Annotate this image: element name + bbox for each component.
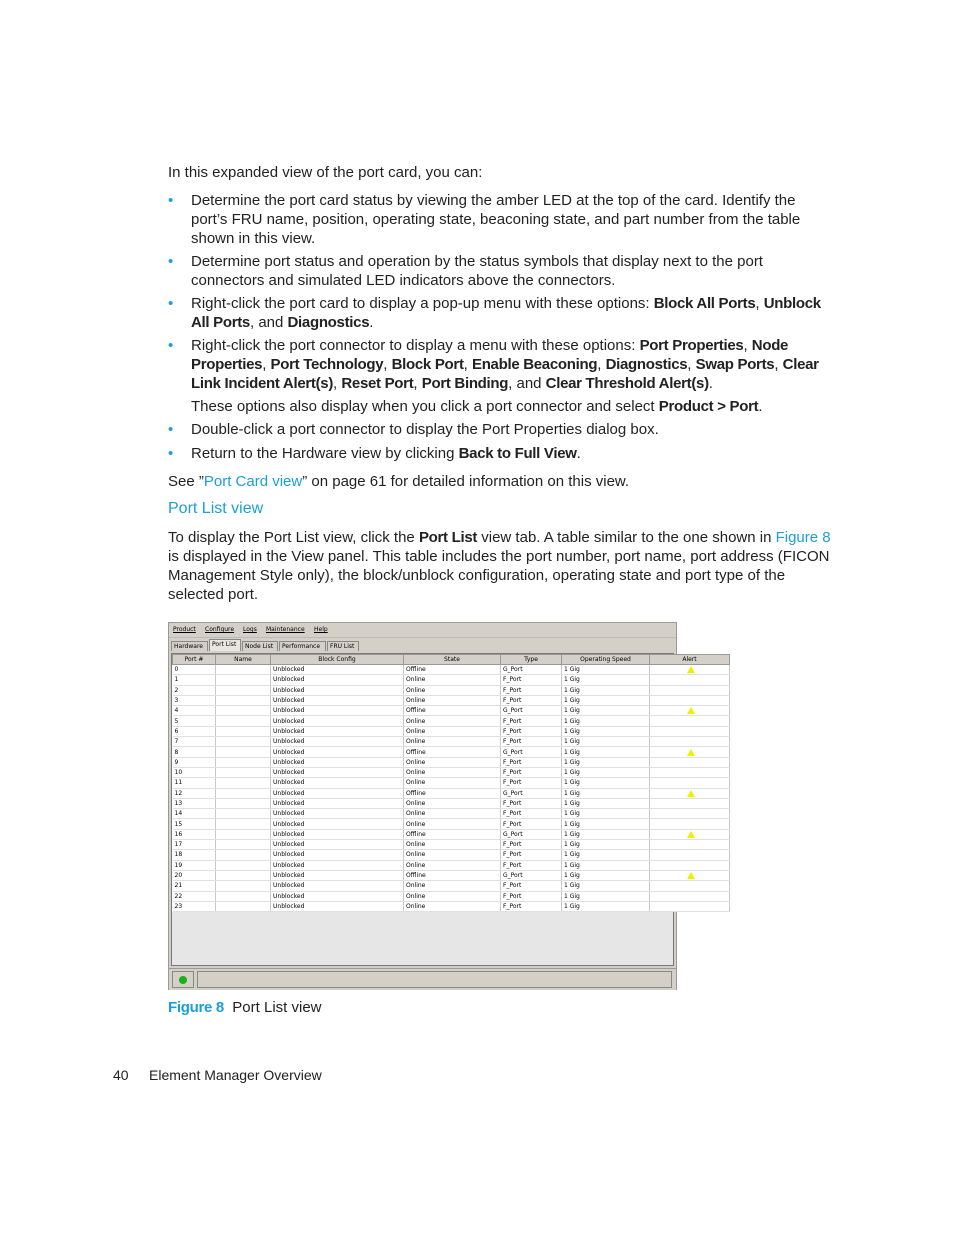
table-cell: Unblocked	[271, 726, 404, 736]
footer-title: Element Manager Overview	[149, 1067, 322, 1083]
table-cell: 1 Gig	[562, 737, 650, 747]
table-cell: Online	[404, 891, 501, 901]
list-item: • Return to the Hardware view by clicking Back to Full View.	[168, 445, 581, 462]
table-cell: Online	[404, 778, 501, 788]
table-cell: F_Port	[501, 819, 562, 829]
table-cell: F_Port	[501, 881, 562, 891]
alert-cell	[650, 809, 730, 819]
table-cell: 1 Gig	[562, 757, 650, 767]
table-cell	[216, 778, 271, 788]
table-row[interactable]	[173, 757, 730, 767]
table-cell: Offline	[404, 706, 501, 716]
table-cell: F_Port	[501, 850, 562, 860]
table-cell: 15	[173, 819, 216, 829]
table-cell: Unblocked	[271, 737, 404, 747]
bullet-icon: •	[168, 337, 174, 354]
alert-cell	[650, 778, 730, 788]
alert-cell	[650, 819, 730, 829]
table-cell: 1 Gig	[562, 809, 650, 819]
table-cell: 20	[173, 870, 216, 880]
table-cell: 21	[173, 881, 216, 891]
table-cell: Online	[404, 840, 501, 850]
table-cell: F_Port	[501, 685, 562, 695]
table-row[interactable]	[173, 840, 730, 850]
bullet-icon: •	[168, 295, 174, 312]
table-cell: 17	[173, 840, 216, 850]
alert-cell	[650, 860, 730, 870]
alert-cell	[650, 716, 730, 726]
table-cell: Unblocked	[271, 829, 404, 839]
column-header[interactable]: Alert	[650, 655, 730, 665]
alert-cell	[650, 798, 730, 808]
status-message-field	[197, 971, 672, 988]
table-cell: 1 Gig	[562, 685, 650, 695]
table-cell: 1 Gig	[562, 788, 650, 798]
table-cell: 16	[173, 829, 216, 839]
table-cell: 1 Gig	[562, 850, 650, 860]
table-cell: G_Port	[501, 747, 562, 757]
table-cell: F_Port	[501, 891, 562, 901]
column-header[interactable]: Name	[216, 655, 271, 665]
table-cell	[216, 747, 271, 757]
table-cell: 1 Gig	[562, 819, 650, 829]
alert-cell	[650, 850, 730, 860]
table-cell: 1 Gig	[562, 881, 650, 891]
table-row[interactable]	[173, 891, 730, 901]
table-cell	[216, 757, 271, 767]
table-cell: G_Port	[501, 870, 562, 880]
alert-cell	[650, 788, 730, 798]
tab-port-list[interactable]: Port List	[209, 639, 241, 651]
alert-cell	[650, 706, 730, 716]
table-cell	[216, 881, 271, 891]
table-cell: Online	[404, 757, 501, 767]
table-row[interactable]	[173, 819, 730, 829]
table-cell: 1	[173, 675, 216, 685]
menu-configure[interactable]: Configure	[205, 626, 235, 633]
bullet-icon: •	[168, 421, 174, 438]
table-cell: Online	[404, 737, 501, 747]
list-item: • Determine port status and operation by the status symbols that display next to the port connectors and simulated LED indicators above the connectors.	[168, 253, 763, 289]
table-cell: F_Port	[501, 901, 562, 911]
table-cell: 22	[173, 891, 216, 901]
table-cell: F_Port	[501, 809, 562, 819]
alert-cell	[650, 685, 730, 695]
table-cell	[216, 809, 271, 819]
table-cell: Unblocked	[271, 665, 404, 675]
table-cell: 1 Gig	[562, 860, 650, 870]
table-cell: 1 Gig	[562, 798, 650, 808]
alert-cell	[650, 665, 730, 675]
warning-triangle-icon	[687, 872, 695, 879]
alert-cell	[650, 757, 730, 767]
table-cell: Online	[404, 767, 501, 777]
table-row[interactable]	[173, 737, 730, 747]
table-cell	[216, 716, 271, 726]
table-cell	[216, 891, 271, 901]
bullet-icon: •	[168, 253, 174, 270]
alert-cell	[650, 767, 730, 777]
table-cell: Unblocked	[271, 788, 404, 798]
table-cell	[216, 901, 271, 911]
table-cell: G_Port	[501, 788, 562, 798]
table-cell: 9	[173, 757, 216, 767]
table-cell: F_Port	[501, 860, 562, 870]
table-row[interactable]	[173, 809, 730, 819]
table-cell: Unblocked	[271, 891, 404, 901]
table-cell: Unblocked	[271, 675, 404, 685]
table-row[interactable]	[173, 850, 730, 860]
table-row[interactable]	[173, 881, 730, 891]
warning-triangle-icon	[687, 790, 695, 797]
see-reference: See ”Port Card view” on page 61 for detailed information on this view.	[168, 473, 630, 490]
table-cell	[216, 788, 271, 798]
table-cell: 1 Gig	[562, 870, 650, 880]
table-cell: Online	[404, 798, 501, 808]
table-cell: Online	[404, 716, 501, 726]
table-cell: 7	[173, 737, 216, 747]
column-header[interactable]: Operating Speed	[562, 655, 650, 665]
table-cell: Offline	[404, 788, 501, 798]
table-cell: Online	[404, 809, 501, 819]
tab-performance[interactable]: Performance	[279, 641, 326, 651]
table-cell: Online	[404, 901, 501, 911]
table-cell	[216, 870, 271, 880]
table-cell: Online	[404, 695, 501, 705]
column-header[interactable]: Block Config	[271, 655, 404, 665]
table-cell	[216, 675, 271, 685]
table-row[interactable]	[173, 870, 730, 880]
alert-cell	[650, 881, 730, 891]
list-item: • Right-click the port card to display a pop-up menu with these options: Block All Ports, Unblock All Ports, and Diagnostics.	[168, 295, 821, 331]
list-item: • Right-click the port connector to display a menu with these options: Port Properties, Node Properties, Port Technology, Block Port, Enable Beaconing, Diagnostics, Swap Ports, Clear Link Incident Alert(s), Reset Port, Port Binding, and Clear Threshold Alert(s).	[168, 337, 819, 392]
table-cell	[216, 829, 271, 839]
table-row[interactable]	[173, 665, 730, 675]
table-cell: 14	[173, 809, 216, 819]
table-cell	[216, 737, 271, 747]
alert-cell	[650, 840, 730, 850]
table-row[interactable]	[173, 726, 730, 736]
table-cell: F_Port	[501, 695, 562, 705]
table-cell	[216, 840, 271, 850]
table-cell: G_Port	[501, 665, 562, 675]
green-led-icon	[179, 976, 187, 984]
table-cell: 1 Gig	[562, 829, 650, 839]
menu-logs[interactable]: Logs	[243, 626, 257, 633]
table-cell: Unblocked	[271, 840, 404, 850]
table-cell: F_Port	[501, 778, 562, 788]
warning-triangle-icon	[687, 831, 695, 838]
table-cell: 1 Gig	[562, 695, 650, 705]
table-cell: Online	[404, 850, 501, 860]
alert-cell	[650, 695, 730, 705]
status-indicator[interactable]	[172, 971, 194, 988]
table-cell: Online	[404, 819, 501, 829]
alert-cell	[650, 870, 730, 880]
table-cell: 8	[173, 747, 216, 757]
table-cell: F_Port	[501, 675, 562, 685]
table-cell: 12	[173, 788, 216, 798]
table-cell: 0	[173, 665, 216, 675]
port-table	[171, 653, 697, 966]
table-cell: 5	[173, 716, 216, 726]
table-cell: 1 Gig	[562, 901, 650, 911]
table-cell: Unblocked	[271, 881, 404, 891]
table-cell: 18	[173, 850, 216, 860]
table-cell: F_Port	[501, 726, 562, 736]
alert-cell	[650, 726, 730, 736]
table-cell: 1 Gig	[562, 716, 650, 726]
table-cell: 13	[173, 798, 216, 808]
tab-hardware[interactable]: Hardware	[171, 641, 208, 651]
table-row[interactable]	[173, 767, 730, 777]
intro-text: In this expanded view of the port card, you can:	[168, 164, 483, 181]
status-bar	[169, 968, 676, 990]
table-cell: 1 Gig	[562, 726, 650, 736]
table-cell: G_Port	[501, 706, 562, 716]
table-cell: Unblocked	[271, 747, 404, 757]
column-header[interactable]: State	[404, 655, 501, 665]
table-cell: Online	[404, 685, 501, 695]
menu-bar	[169, 623, 676, 638]
table-cell	[216, 860, 271, 870]
table-cell: Offline	[404, 829, 501, 839]
options-note: These options also display when you click a port connector and select Product > Port.	[191, 398, 763, 415]
menu-product[interactable]: Product	[173, 626, 196, 633]
table-cell: Unblocked	[271, 809, 404, 819]
table-row[interactable]	[173, 860, 730, 870]
table-row[interactable]	[173, 675, 730, 685]
table-cell	[216, 665, 271, 675]
table-cell	[216, 819, 271, 829]
warning-triangle-icon	[687, 749, 695, 756]
table-cell: Unblocked	[271, 757, 404, 767]
table-cell: 19	[173, 860, 216, 870]
table-row[interactable]	[173, 788, 730, 798]
table-cell: Online	[404, 675, 501, 685]
table-cell	[216, 685, 271, 695]
table-cell	[216, 695, 271, 705]
port-card-view-link[interactable]: Port Card view	[203, 473, 303, 490]
table-cell: F_Port	[501, 737, 562, 747]
table-cell: 1 Gig	[562, 891, 650, 901]
warning-triangle-icon	[687, 707, 695, 714]
table-cell: Offline	[404, 747, 501, 757]
table-cell: 1 Gig	[562, 778, 650, 788]
table-header	[173, 655, 730, 665]
figure-label: Figure 8	[168, 999, 224, 1016]
section-heading: Port List view	[168, 500, 264, 517]
table-row[interactable]	[173, 716, 730, 726]
table-cell: 1 Gig	[562, 706, 650, 716]
alert-cell	[650, 675, 730, 685]
table-cell: Unblocked	[271, 860, 404, 870]
table-row[interactable]	[173, 798, 730, 808]
table-cell	[216, 767, 271, 777]
column-header[interactable]: Port #	[173, 655, 216, 665]
menu-maintenance[interactable]: Maintenance	[266, 626, 305, 633]
table-cell: 10	[173, 767, 216, 777]
figure-caption	[168, 998, 322, 1017]
alert-cell	[650, 737, 730, 747]
table-cell: Online	[404, 726, 501, 736]
table-cell: Unblocked	[271, 778, 404, 788]
tab-fru-list[interactable]: FRU List	[327, 641, 359, 651]
port-list-screenshot	[168, 622, 697, 990]
table-row[interactable]	[173, 747, 730, 757]
table-cell: Unblocked	[271, 850, 404, 860]
table-cell: Online	[404, 860, 501, 870]
table-cell: Unblocked	[271, 706, 404, 716]
port-list-paragraph: To display the Port List view, click the Port List view tab. A table similar to the one shown in Figure 8 is displayed in the View panel. This table includes the port number, port name, port address (FICON Management Style only), the block/unblock configuration, operating state and port type of the selected port.	[168, 529, 831, 603]
column-header[interactable]: Type	[501, 655, 562, 665]
table-row[interactable]	[173, 778, 730, 788]
table-cell: 11	[173, 778, 216, 788]
figure-8-link[interactable]: Figure 8	[775, 529, 831, 546]
table-cell: F_Port	[501, 757, 562, 767]
bullet-icon: •	[168, 192, 174, 209]
alert-cell	[650, 829, 730, 839]
menu-help[interactable]: Help	[314, 626, 328, 633]
table-cell: Unblocked	[271, 695, 404, 705]
table-cell: F_Port	[501, 840, 562, 850]
table-cell: 1 Gig	[562, 665, 650, 675]
table-row[interactable]	[173, 685, 730, 695]
table-cell: 1 Gig	[562, 767, 650, 777]
table-cell: Unblocked	[271, 767, 404, 777]
table-cell: 4	[173, 706, 216, 716]
table-row[interactable]	[173, 901, 730, 911]
table-cell: 23	[173, 901, 216, 911]
table-cell: Unblocked	[271, 685, 404, 695]
bullet-icon: •	[168, 445, 174, 462]
table-cell: F_Port	[501, 767, 562, 777]
table-cell: Unblocked	[271, 819, 404, 829]
table-cell: Offline	[404, 665, 501, 675]
table-row[interactable]	[173, 706, 730, 716]
table-cell: 1 Gig	[562, 840, 650, 850]
table-cell: 2	[173, 685, 216, 695]
table-cell: G_Port	[501, 829, 562, 839]
list-item: • Determine the port card status by viewing the amber LED at the top of the card. Identify the port’s FRU name, position, operating state, beaconing state, and part number from the table shown in this view.	[168, 192, 801, 247]
table-cell: 1 Gig	[562, 675, 650, 685]
alert-cell	[650, 901, 730, 911]
table-cell: 3	[173, 695, 216, 705]
table-cell: 6	[173, 726, 216, 736]
table-cell: Online	[404, 881, 501, 891]
warning-triangle-icon	[687, 666, 695, 673]
alert-cell	[650, 747, 730, 757]
table-cell	[216, 850, 271, 860]
table-row[interactable]	[173, 695, 730, 705]
table-cell	[216, 798, 271, 808]
table-cell: Unblocked	[271, 716, 404, 726]
page-number: 40	[113, 1067, 129, 1083]
figure-title: Port List view	[232, 999, 322, 1016]
table-cell: Offline	[404, 870, 501, 880]
table-cell: F_Port	[501, 716, 562, 726]
table-body	[173, 665, 730, 912]
table-cell	[216, 706, 271, 716]
table-cell: F_Port	[501, 798, 562, 808]
table-cell	[216, 726, 271, 736]
table-cell: 1 Gig	[562, 747, 650, 757]
list-item: • Double-click a port connector to display the Port Properties dialog box.	[168, 421, 659, 438]
table-cell: Unblocked	[271, 870, 404, 880]
table-cell: Unblocked	[271, 901, 404, 911]
table-row[interactable]	[173, 829, 730, 839]
alert-cell	[650, 891, 730, 901]
tab-node-list[interactable]: Node List	[242, 641, 278, 651]
table-cell: Unblocked	[271, 798, 404, 808]
